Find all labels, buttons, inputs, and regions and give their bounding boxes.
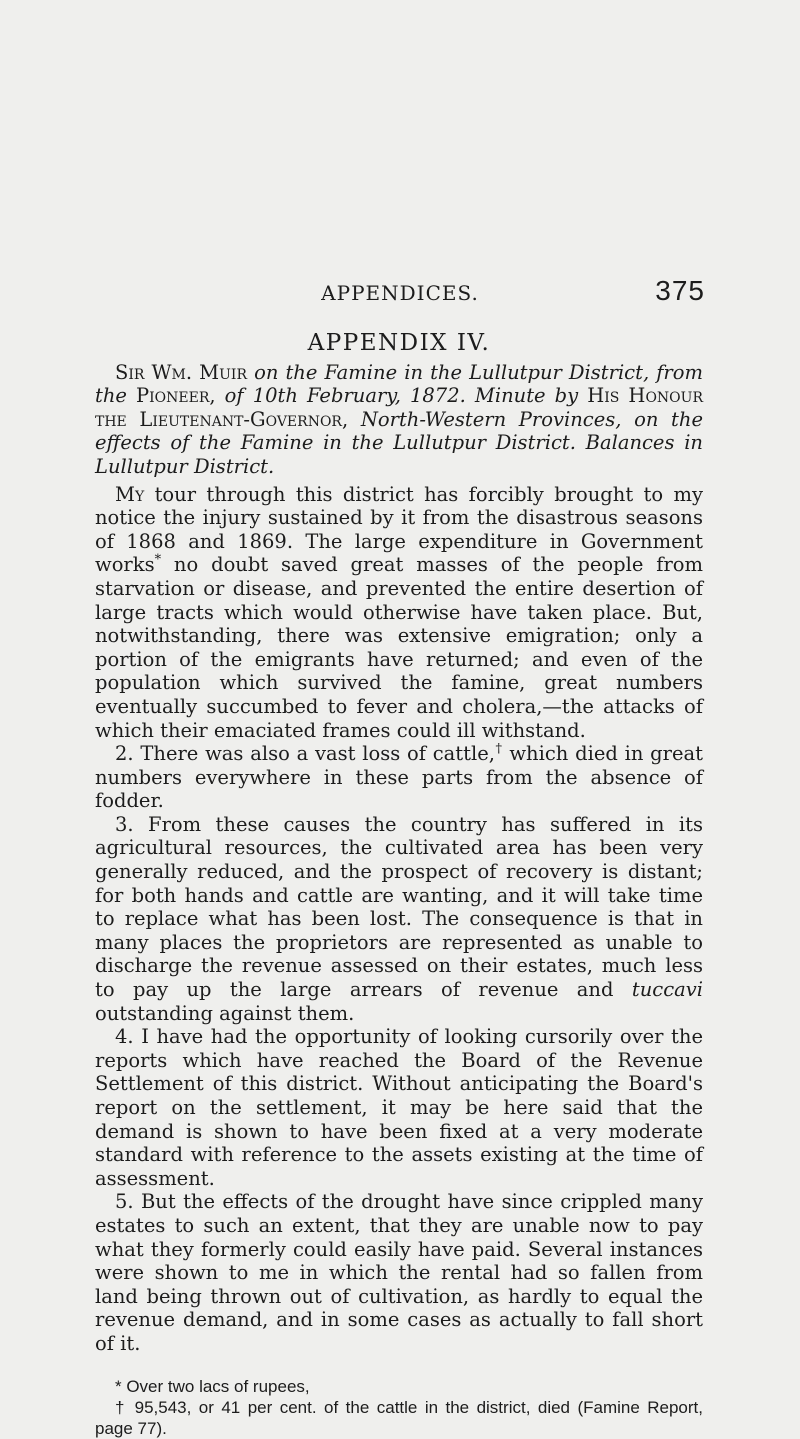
caption-author: Sir Wm. Muir [115,360,247,384]
running-head-title: APPENDICES. [321,281,479,305]
paragraph-5: 5. But the effects of the drought have since crippled many estates to such an extent, that they are unable now to pay what they formerly could easily have paid. Several instances were shown to me in which the rental had so fallen from land being thrown out of cultivation, as hardly to equal the revenue demand, and in some cases as actually to fall short of it. [95,1190,703,1355]
page-content [95,332,703,1439]
paragraph-text: 2. There was also a vast loss of cattle, [115,742,495,766]
paragraph-4: 4. I have had the opportunity of looking cursorily over the reports which have reached the Board of the Revenue Settlement of this district. Without anticipating the Board's report on the settlement, it may be here said that the demand is shown to have been fixed at a very moderate standard with reference to the assets existing at the time of assessment. [95,1025,703,1190]
paragraph-italic-term: tuccavi [631,978,703,1002]
footnote-1: * Over two lacs of rupees, [115,1376,310,1396]
caption-part: of [215,384,253,408]
appendix-title: APPENDIX IV. [307,330,491,356]
paragraph-3 [95,813,703,1025]
caption-official: His Honour the Lieutenant-Governor, [95,384,703,431]
footnote-ref[interactable]: * [154,552,162,568]
caption-subject: North-Western Provinces, on the effects of the Famine in the Lullutpur District. Balances in Lullutpur District. [95,407,703,478]
paragraph-text: no doubt saved great masses of the people from starvation or disease, and prevented the entire desertion of large tracts which would otherwise have taken place. But, notwithstanding, there was extensive emigration; only a portion of the emigrants have returned; and even of the population which survived the famine, great numbers eventually succumbed to fever and cholera,—the attacks of which their emaciated frames could ill withstand. [95,553,703,742]
page-number: 375 [655,275,705,306]
paragraph-text: tour through this district has forcibly brought to my notice the injury sustained by it from the disastrous seasons of 1868 and 1869. The large expenditure in Government works [95,482,703,577]
paragraph-text: outstanding against them. [95,1001,355,1025]
footnote-2: † 95,543, or 41 per cent. of the cattle in the district, died (Famine Report, page 77). [95,1397,703,1438]
paragraph-2 [95,742,703,813]
running-head [95,275,705,315]
footnotes [95,1376,703,1439]
footnote-ref[interactable]: † [494,741,503,757]
paragraph-text: 3. From these causes the country has suffered in its agricultural resources, the cultivated area has been very generally reduced, and the prospect of recovery is distant; for both hands and cattle are wanting, and it will take time to replace what has been lost. The consequence is that in many places the proprietors are represented as unable to discharge the revenue assessed on their estates, much less to pay up the large arrears of revenue and [95,812,703,1002]
caption-part: on the Famine in the Lullutpur District, from the [95,360,703,408]
caption-date: 10th February, 1872. Minute by [252,384,579,408]
caption-source: Pioneer, [136,384,216,408]
paragraph-text: which died in great numbers everywhere in these parts from the absence of fodder. [95,742,703,813]
paragraph-1 [95,483,703,743]
appendix-caption [95,361,703,479]
paragraph-lead: My [115,482,145,506]
